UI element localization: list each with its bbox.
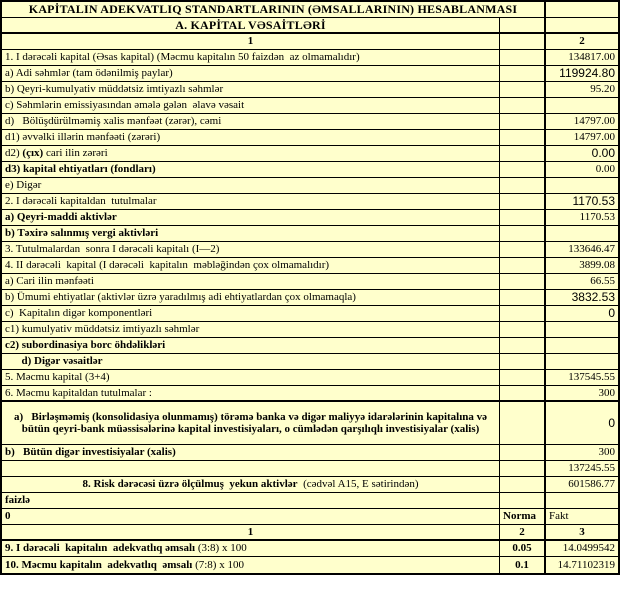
- label: d) Bölüşdürülməmiş xalis mənfəət (zərər), cəmi: [2, 114, 500, 129]
- label: 8. Risk dərəcəsi üzrə ölçülmuş yekun aktivlər (cədvəl A15, E sətirindən): [2, 477, 500, 492]
- row-norma-fakt-header: [2, 509, 618, 525]
- empty-cell: [500, 130, 546, 145]
- empty-cell: [500, 445, 546, 460]
- value: 119924.80: [559, 66, 615, 81]
- row-1d3-capital-reserves: [2, 162, 618, 178]
- label: 9. I dərəcəli kapitalın adekvatlıq əmsalı (3:8) x 100: [2, 541, 500, 556]
- value: 0: [608, 415, 615, 430]
- value: [546, 178, 618, 193]
- empty-cell: [500, 258, 546, 273]
- value: 133646.47: [568, 243, 615, 256]
- row-1d2-current-year-loss: [2, 146, 618, 162]
- value: [546, 226, 618, 241]
- row-1d-retained-earnings-total: [2, 114, 618, 130]
- label: 3. Tutulmalardan sonra I dərəcəli kapitalı (I—2): [2, 242, 500, 257]
- row-col-numbers-header: [2, 525, 618, 541]
- norma-value: 0.05: [500, 541, 546, 556]
- label: b) Təxirə salınmış vergi aktivləri: [2, 226, 500, 241]
- empty-cell: [500, 194, 546, 209]
- label: c1) kumulyativ müddətsiz imtiyazlı səhmlər: [2, 322, 500, 337]
- label: 10. Məcmu kapitalın adekvatlıq əmsalı (7:8) x 100: [2, 557, 500, 573]
- empty-cell: [500, 50, 546, 65]
- label: a) Qeyri-maddi aktivlər: [2, 210, 500, 225]
- empty-cell: [500, 162, 546, 177]
- col2-number: 2: [500, 525, 546, 539]
- row-7-capital-after-deductions: [2, 461, 618, 477]
- value: 1170.53: [579, 211, 615, 224]
- value: [546, 493, 618, 508]
- value: 0.00: [595, 163, 615, 176]
- row-5-total-capital: [2, 370, 618, 386]
- value: 300: [598, 446, 615, 459]
- label: c) Səhmlərin emissiyasından əmələ gələn əlavə vəsait: [2, 98, 500, 113]
- empty-cell: [500, 82, 546, 97]
- empty-cell: [546, 18, 618, 32]
- empty-cell: [500, 226, 546, 241]
- value: 137245.55: [568, 462, 615, 475]
- row-2-tier1-deductions: [2, 194, 618, 210]
- empty-cell: [500, 461, 546, 476]
- col2-header: 2: [579, 35, 585, 48]
- col1-number: 1: [2, 525, 500, 539]
- label: b) Bütün digər investisiyalar (xalis): [2, 445, 500, 460]
- value: 95.20: [590, 83, 615, 96]
- empty-cell: [500, 290, 546, 305]
- norma-value: 0.1: [500, 557, 546, 573]
- row-percent-label: [2, 493, 618, 509]
- value: 0: [608, 306, 615, 321]
- empty-cell: [500, 322, 546, 337]
- row-section-a-title: [2, 18, 618, 34]
- row-4-tier2-capital: [2, 258, 618, 274]
- empty-cell: [500, 493, 546, 508]
- label: d3) kapital ehtiyatları (fondları): [2, 162, 500, 177]
- label: 4. II dərəcəli kapital (I dərəcəli kapitalın məbləğindən çox olmamalıdır): [2, 258, 500, 273]
- row-1-tier1-capital: [2, 50, 618, 66]
- empty-cell: [500, 274, 546, 289]
- empty-cell: [500, 66, 546, 81]
- value: 1170.53: [572, 194, 615, 209]
- row-1c-share-premium: [2, 98, 618, 114]
- row-4d-other-funds: [2, 354, 618, 370]
- empty-cell: [546, 2, 618, 17]
- row-4a-current-year-profit: [2, 274, 618, 290]
- value: 14797.00: [573, 115, 615, 128]
- value: [546, 338, 618, 353]
- empty-cell: [500, 34, 546, 49]
- empty-cell: [500, 338, 546, 353]
- value: 134817.00: [568, 51, 615, 64]
- value: 601586.77: [568, 478, 615, 491]
- label: a) Birləşməmiş (konsolidasiya olunmamış) törəmə banka və digər maliyyə idarələrinin kapitalına və bütün qeyri-bank müəssisələrinə kapital investisiyaları, o cümlədən qarşılıqlı investisiyalar (xalis): [2, 402, 500, 444]
- label: b) Qeyri-kumulyativ müddətsiz imtiyazlı səhmlər: [2, 82, 500, 97]
- label: d2) (çıx) cari ilin zərəri: [2, 146, 500, 161]
- row-6a-investments-unconsolidated: [2, 402, 618, 445]
- label: 5. Məcmu kapital (3+4): [2, 370, 500, 385]
- value: [546, 98, 618, 113]
- label: c2) subordinasiya borc öhdəlikləri: [2, 338, 500, 353]
- empty-cell: [500, 178, 546, 193]
- value: 137545.55: [568, 371, 615, 384]
- label: e) Digər: [2, 178, 500, 193]
- row-9-tier1-adequacy-ratio: [2, 541, 618, 557]
- label: [2, 461, 500, 476]
- row-2a-intangible-assets: [2, 210, 618, 226]
- value: [546, 354, 618, 369]
- row-8-risk-weighted-assets: [2, 477, 618, 493]
- label: 2. I dərəcəli kapitaldan tutulmalar: [2, 194, 500, 209]
- row-4c1-cumulative-preferred-shares: [2, 322, 618, 338]
- empty-cell: [500, 242, 546, 257]
- value: 66.55: [590, 275, 615, 288]
- label: 6. Məcmu kapitaldan tutulmalar :: [2, 386, 500, 400]
- empty-cell: [500, 210, 546, 225]
- value: 3899.08: [579, 259, 615, 272]
- row-1d1-prior-years-profit: [2, 130, 618, 146]
- label: faizlə: [2, 493, 500, 508]
- label: b) Ümumi ehtiyatlar (aktivlər üzrə yaradılmış adi ehtiyatlardan çox olmamaqla): [2, 290, 500, 305]
- fakt-value: 14.71102319: [557, 558, 615, 571]
- empty-cell: [500, 402, 546, 444]
- value: 14797.00: [573, 131, 615, 144]
- row-1b-noncumulative-preferred-shares: [2, 82, 618, 98]
- value: [546, 322, 618, 337]
- section-title: A. KAPİTAL VƏSAİTLƏRİ: [2, 18, 500, 32]
- row-6b-all-other-investments: [2, 445, 618, 461]
- empty-cell: [500, 114, 546, 129]
- empty-cell: [500, 370, 546, 385]
- row-2b-deferred-tax-assets: [2, 226, 618, 242]
- row-4c-other-capital-components: [2, 306, 618, 322]
- empty-cell: [500, 146, 546, 161]
- label: a) Adi səhmlər (tam ödənilmiş paylar): [2, 66, 500, 81]
- row-1a-ordinary-shares: [2, 66, 618, 82]
- fakt-value: 14.0499542: [562, 542, 615, 555]
- label: 0: [2, 509, 500, 524]
- col3-number: 3: [579, 525, 585, 538]
- label: c) Kapitalın digər komponentləri: [2, 306, 500, 321]
- col1-header: 1: [2, 34, 500, 49]
- norma-header: Norma: [500, 509, 546, 524]
- report-title: KAPİTALIN ADEKVATLIQ STANDARTLARININ (ƏMSALLARININ) HESABLANMASI: [2, 2, 546, 17]
- label: d1) əvvəlki illərin mənfəəti (zərəri): [2, 130, 500, 145]
- row-4c2-subordinated-debt: [2, 338, 618, 354]
- label: a) Cari ilin mənfəəti: [2, 274, 500, 289]
- row-1e-other: [2, 178, 618, 194]
- row-10-total-adequacy-ratio: [2, 557, 618, 573]
- label: d) Digər vəsaitlər: [2, 354, 500, 369]
- value: 3832.53: [571, 290, 615, 305]
- empty-cell: [500, 306, 546, 321]
- empty-cell: [500, 18, 546, 32]
- row-6-total-capital-deductions: [2, 386, 618, 402]
- row-4b-general-reserves: [2, 290, 618, 306]
- empty-cell: [500, 477, 546, 492]
- empty-cell: [500, 98, 546, 113]
- empty-cell: [500, 354, 546, 369]
- row-3-tier1-after-deductions: [2, 242, 618, 258]
- label: 1. I dərəcəli kapital (Əsas kapital) (Məcmu kapitalın 50 faizdən az olmamalıdır): [2, 50, 500, 65]
- row-col-header: [2, 34, 618, 50]
- value: 0.00: [591, 146, 615, 161]
- row-main-title: [2, 2, 618, 18]
- empty-cell: [500, 386, 546, 400]
- fakt-header: Fakt: [549, 510, 569, 523]
- value: 300: [598, 386, 615, 399]
